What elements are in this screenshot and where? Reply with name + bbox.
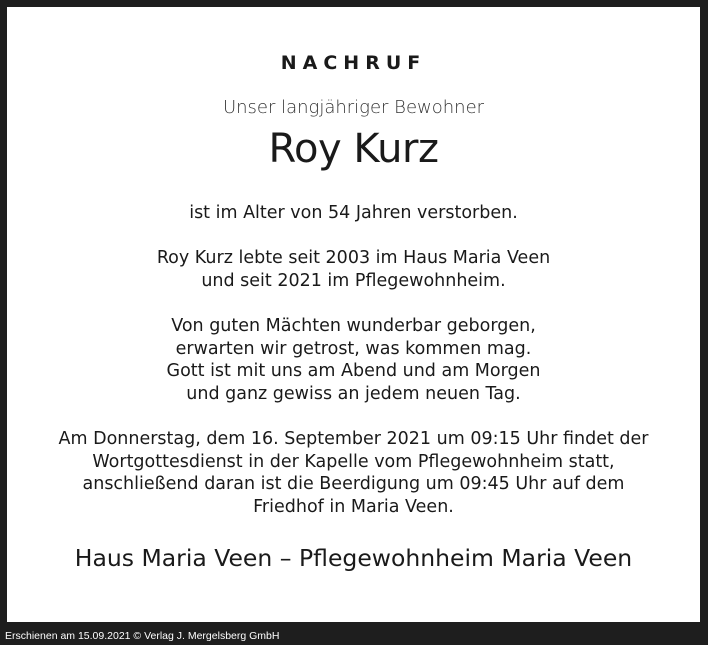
service-line: Wortgottesdienst in der Kapelle vom Pflegewohnheim statt, <box>92 451 615 472</box>
service-paragraph <box>7 428 700 518</box>
age-paragraph <box>7 202 700 225</box>
residence-paragraph <box>7 247 700 292</box>
obituary-notice <box>7 7 700 622</box>
service-line: anschließend daran ist die Beerdigung um 09:45 Uhr auf dem <box>82 474 625 494</box>
residence-line: und seit 2021 im Pflegewohnheim. <box>201 270 506 291</box>
deceased-name: Roy Kurz <box>268 126 439 172</box>
service-line: Am Donnerstag, dem 16. September 2021 um 09:15 Uhr findet der <box>58 429 649 449</box>
poem-line: Gott ist mit uns am Abend und am Morgen <box>166 361 541 381</box>
residence-line: Roy Kurz lebte seit 2003 im Haus Maria Veen <box>156 248 551 268</box>
intro-line: Unser langjähriger Bewohner <box>222 97 485 118</box>
age-line: ist im Alter von 54 Jahren verstorben. <box>189 203 518 223</box>
poem-line: Von guten Mächten wunderbar geborgen, <box>171 316 536 336</box>
signature-line: Haus Maria Veen – Pflegewohnheim Maria Veen <box>74 544 633 572</box>
notice-heading: NACHRUF <box>280 52 427 74</box>
publication-footer: Erschienen am 15.09.2021 © Verlag J. Mergelsberg GmbH <box>5 630 280 642</box>
poem-line: erwarten wir getrost, was kommen mag. <box>175 338 532 359</box>
poem-line: und ganz gewiss an jedem neuen Tag. <box>186 383 521 404</box>
service-line: Friedhof in Maria Veen. <box>253 496 454 517</box>
poem-paragraph <box>7 315 700 405</box>
